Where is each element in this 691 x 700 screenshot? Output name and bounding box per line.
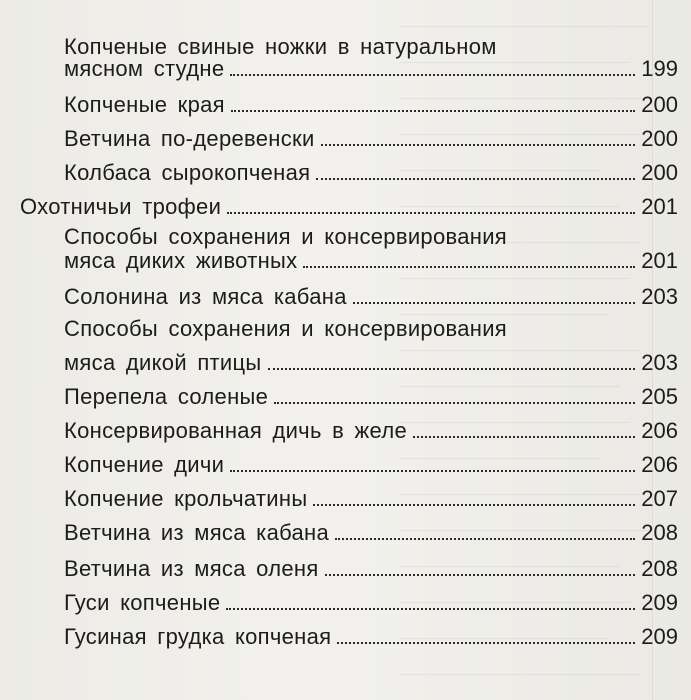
toc-entry-text: Гуси копченые — [64, 590, 221, 615]
dot-leader — [230, 72, 635, 76]
toc-entry-text: Способы сохранения и консервирования — [64, 316, 508, 341]
toc-entry-text: Консервированная дичь в желе — [64, 418, 408, 443]
toc-section-text: Охотничьи трофеи — [20, 194, 222, 219]
dot-leader — [268, 366, 636, 370]
toc-entry-text: Перепела соленые — [64, 384, 269, 409]
page-number: 209 — [641, 590, 678, 615]
toc-entry-text: мяса дикой птицы — [64, 350, 262, 375]
page-number: 199 — [641, 56, 678, 81]
toc-entry — [64, 448, 678, 478]
page-number: 201 — [641, 248, 678, 273]
toc-entry — [64, 346, 678, 376]
toc-entry-text: Копченые края — [64, 92, 225, 117]
toc-entry-text: Способы сохранения и консервирования — [64, 224, 508, 249]
toc-entry — [64, 122, 678, 152]
page-number: 207 — [641, 486, 678, 511]
dot-leader — [227, 210, 635, 214]
toc-entry — [64, 52, 678, 82]
toc-entry-text: Солонина из мяса кабана — [64, 284, 347, 309]
toc-entry — [64, 552, 678, 582]
dot-leader — [230, 468, 635, 472]
toc-entry — [64, 156, 678, 186]
page-number: 208 — [641, 556, 678, 581]
dot-leader — [231, 108, 635, 112]
toc-entry-text: Ветчина по-деревенски — [64, 126, 315, 151]
toc-entry-text: Ветчина из мяса кабана — [64, 520, 330, 545]
page-number: 206 — [641, 452, 678, 477]
toc-entry-text: Гусиная грудка копченая — [64, 624, 332, 649]
dot-leader — [413, 434, 635, 438]
page-number: 206 — [641, 418, 678, 443]
dot-leader — [303, 264, 635, 268]
toc-entry-text: Колбаса сырокопченая — [64, 160, 311, 185]
page-number: 200 — [641, 126, 678, 151]
toc-entry-text: мясном студне — [64, 56, 225, 81]
toc-entry — [64, 516, 678, 546]
toc-entry — [64, 620, 678, 650]
dot-leader — [316, 176, 635, 180]
toc-entry-text: мяса диких животных — [64, 248, 298, 273]
toc-entry — [64, 280, 678, 310]
toc-entry — [64, 482, 678, 512]
toc-entry-text: Копченые свиные ножки в натуральном — [64, 34, 497, 59]
page-number: 201 — [641, 194, 678, 219]
page-number: 200 — [641, 160, 678, 185]
dot-leader — [274, 400, 635, 404]
toc-entry-title-line — [64, 308, 507, 342]
toc-entry-text: Ветчина из мяса оленя — [64, 556, 319, 581]
page-number: 200 — [641, 92, 678, 117]
dot-leader — [353, 300, 636, 304]
page-number: 203 — [641, 350, 678, 375]
toc-entry — [64, 414, 678, 444]
toc-entry-text: Копчение дичи — [64, 452, 225, 477]
dot-leader — [335, 536, 635, 540]
toc-entry — [64, 380, 678, 410]
toc-entry — [64, 88, 678, 118]
toc-entry — [64, 244, 678, 274]
dot-leader — [321, 142, 636, 146]
page-number: 209 — [641, 624, 678, 649]
page-number: 208 — [641, 520, 678, 545]
dot-leader — [226, 606, 635, 610]
dot-leader — [337, 640, 635, 644]
dot-leader — [313, 502, 635, 506]
page-number: 205 — [641, 384, 678, 409]
dot-leader — [325, 572, 636, 576]
toc-entry — [64, 586, 678, 616]
toc-entry-text: Копчение крольчатины — [64, 486, 308, 511]
page-number: 203 — [641, 284, 678, 309]
